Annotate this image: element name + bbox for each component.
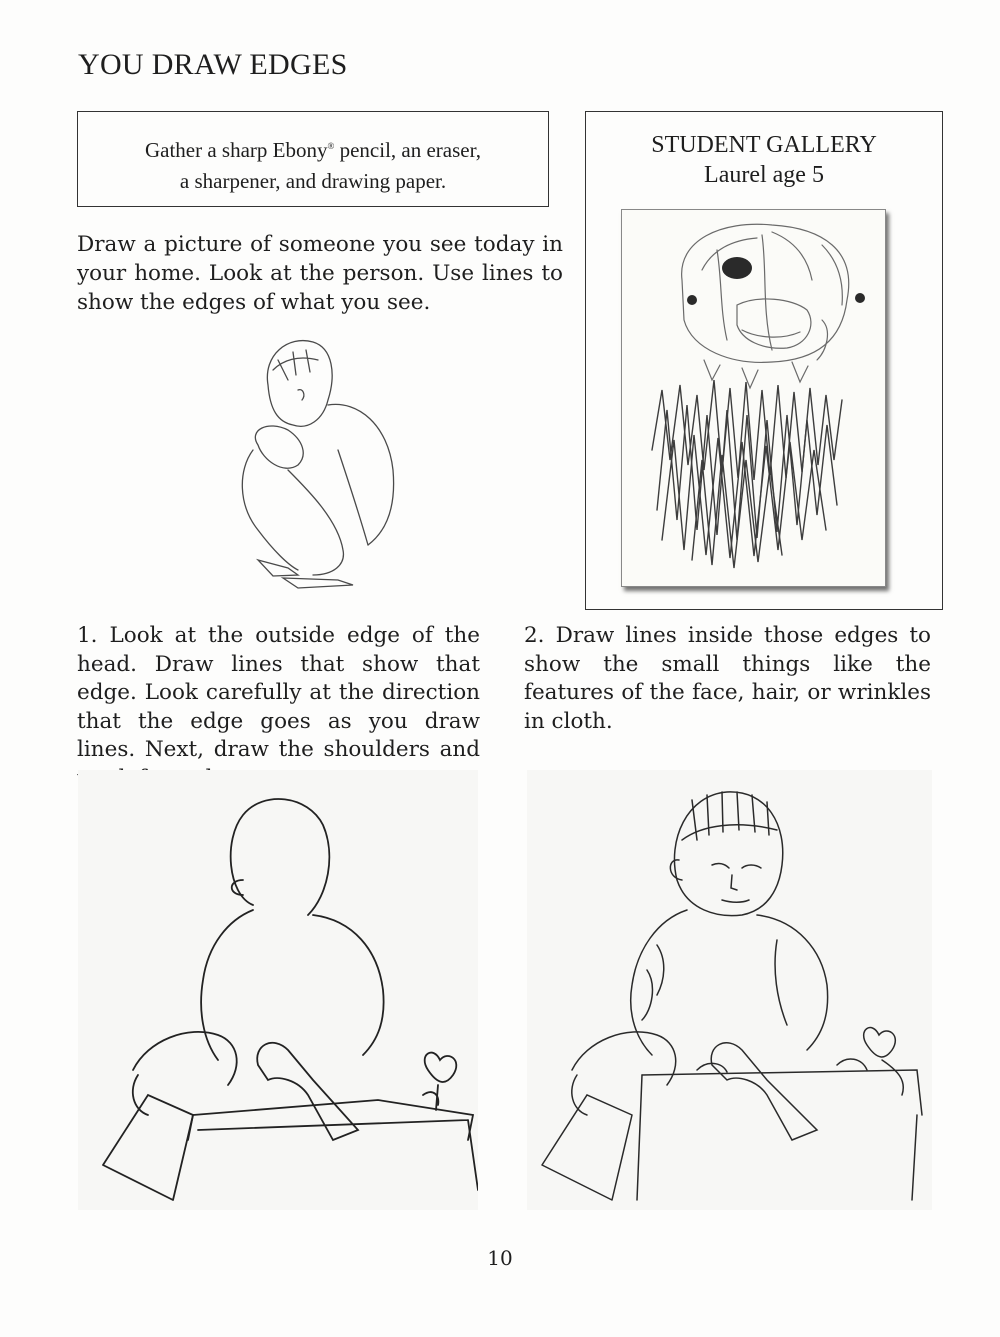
gallery-caption: Laurel age 5 [704,162,824,188]
registered-mark: ® [327,141,335,151]
materials-line-1 [78,131,548,166]
materials-line-2: a sharpener, and drawing paper. [179,169,447,193]
intro-paragraph: Draw a picture of someone you see today in your home. Look at the person. Use lines to show the edges of what you see. [77,232,563,315]
outline-figure-sketch [78,770,478,1210]
student-artwork [621,209,886,587]
page-title: YOU DRAW EDGES [78,48,348,81]
grass-scribbles [652,380,842,568]
step-2-text: 2. Draw lines inside those edges to show the small things like the features of the face, hair, or wrinkles in cloth. [524,623,931,734]
detailed-figure-sketch [527,770,932,1210]
materials-text: Gather a sharp Ebony [144,138,328,162]
materials-text-end: pencil, an eraser, [334,138,482,162]
step-1-text: 1. Look at the outside edge of the head. Draw lines that show that edge. Look carefully at the direction that the edge goes as you draw lines. Next, draw the shoulders and [77,623,480,762]
detailed-panel [527,770,932,1210]
materials-box [77,111,549,207]
gallery-heading-block [585,130,943,190]
squatting-boy-sketch [228,330,408,595]
outline-panel [78,770,478,1210]
student-drawing-image [622,210,885,586]
page-number: 10 [487,1246,513,1270]
gallery-heading: STUDENT GALLERY [651,132,877,158]
